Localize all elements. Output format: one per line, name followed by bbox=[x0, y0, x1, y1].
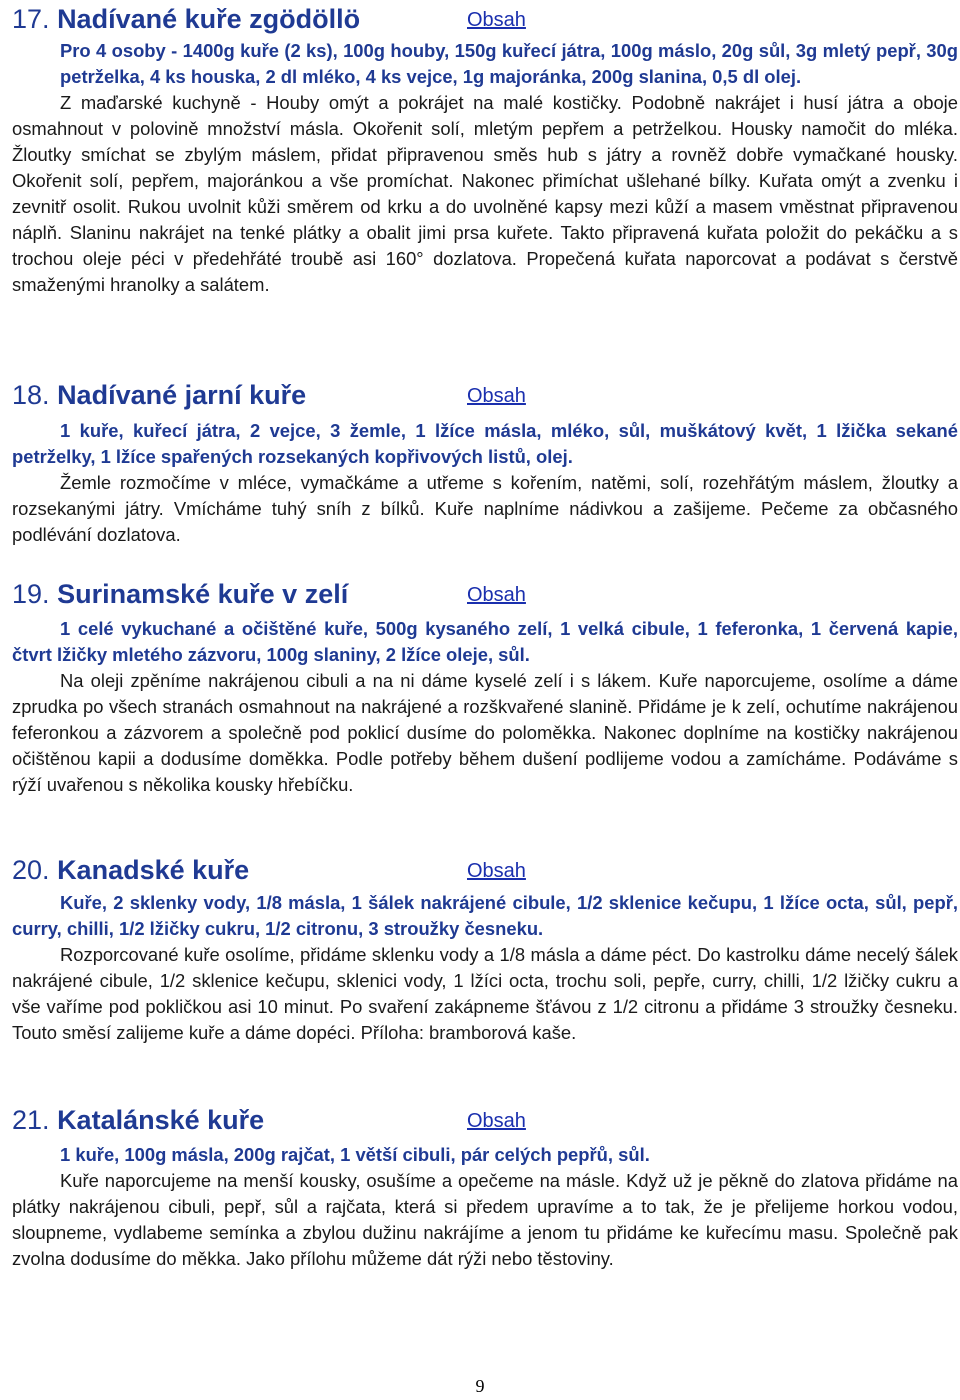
recipe-18 bbox=[12, 378, 958, 548]
recipe-number: 18. bbox=[12, 380, 50, 410]
recipe-name: Katalánské kuře bbox=[57, 1105, 265, 1135]
recipe-title bbox=[12, 577, 348, 611]
page-number: 9 bbox=[475, 1376, 485, 1396]
recipe-name: Surinamské kuře v zelí bbox=[57, 579, 349, 609]
recipe-title bbox=[12, 853, 249, 887]
recipe-method: Kuře naporcujeme na menší kousky, osušíme a opečeme na másle. Když už je pěkně do zlatova přidáme na plátky nakrájenou cibuli, pepř, sůl a rajčata, která si předem upravíme a to tak, že je přelijeme horkou vodou, sloupneme, vydlabeme semínka a zbylou dužinu nakrájíme a jenom tu přidáme ke kuřecímu masu. Společně pak zvolna dodusíme do měkka. Jako přílohu můžeme dát rýži nebo těstoviny. bbox=[12, 1170, 958, 1269]
recipe-title bbox=[12, 378, 306, 412]
recipe-19 bbox=[12, 577, 958, 798]
recipe-name: Nadívané jarní kuře bbox=[57, 380, 307, 410]
recipe-number: 21. bbox=[12, 1105, 50, 1135]
obsah-link[interactable]: Obsah bbox=[467, 9, 526, 31]
recipe-method: Žemle rozmočíme v mléce, vymačkáme a utřeme s kořením, natěmi, solí, rozehřátým máslem, žloutky a rozsekanými játry. Vmícháme tuhý sníh z bílků. Kuře naplníme nádivkou a zašijeme. Pečeme za občasného podlévání dozlatova. bbox=[12, 472, 958, 545]
recipe-header bbox=[12, 577, 958, 611]
recipe-ingredients: 1 kuře, kuřecí játra, 2 vejce, 3 žemle, 1 lžíce másla, mléko, sůl, muškátový květ, 1 lžička sekané petrželky, 1 lžíce spařených rozsekaných kopřivových listů, olej. bbox=[12, 420, 958, 467]
recipe-header bbox=[12, 853, 958, 887]
recipe-ingredients: 1 celé vykuchané a očištěné kuře, 500g kysaného zelí, 1 velká cibule, 1 feferonka, 1 červená kapie, čtvrt lžičky mletého zázvoru, 100g slaniny, 2 lžíce oleje, sůl. bbox=[12, 618, 958, 665]
recipe-method: Z maďarské kuchyně - Houby omýt a pokrájet na malé kostičky. Podobně nakrájet i husí játra a oboje osmahnout v polovině množství másla. Okořenit solí, mletým pepřem a petrželkou. Housky namočit do mléka. Žloutky smíchat se zbylým máslem, přidat připravenou směs hub s játry a rovněž dobře vymačkané housky. Okořenit solí, pepřem, majoránkou a vše promíchat. Nakonec přimíchat ušlehané bílky. Kuřata omýt a zvenku i zevnitř osolit. Rukou uvolnit kůži směrem od krku a do uvolněné kapsy mezi kůží a masem vměstnat připravenou náplň. Slaninu nakrájet na tenké plátky a obalit jimi prsa kuřete. Takto připravená kuřata položit do pekáčku a s trochou oleje péci v předehřáté troubě asi 160° dozlatova. Propečená kuřata naporcovat a podávat s čerstvě smaženými hranolky a salátem. bbox=[12, 92, 958, 295]
obsah-link[interactable]: Obsah bbox=[467, 584, 526, 606]
recipe-ingredients: 1 kuře, 100g másla, 200g rajčat, 1 větší cibuli, pár celých pepřů, sůl. bbox=[60, 1144, 650, 1165]
recipe-ingredients: Kuře, 2 sklenky vody, 1/8 másla, 1 šálek nakrájené cibule, 1/2 sklenice kečupu, 1 lžíce octa, sůl, pepř, curry, chilli, 1/2 lžičky cukru, 1/2 citronu, 3 stroužky česneku. bbox=[12, 892, 958, 939]
recipe-method: Na oleji zpěníme nakrájenou cibuli a na ni dáme kyselé zelí i s lákem. Kuře naporcujeme, osolíme a dáme zprudka po všech stranách osmahnout na nakrájené a rozškvařené slanině. Přidáme je k zelí, ochutíme nakrájenou feferonkou a zázvorem a společně pod poklicí dusíme do poloměkka. Nakonec doplníme na kostičky nakrájenou očištěnou kapii a dodusíme doměkka. Podle potřeby během dušení podlijeme vodou a zamícháme. Podáváme s rýží uvařenou s několika kousky hřebíčku. bbox=[12, 670, 958, 795]
recipe-header bbox=[12, 2, 958, 36]
recipe-ingredients: Pro 4 osoby - 1400g kuře (2 ks), 100g houby, 150g kuřecí játra, 100g máslo, 20g sůl, 3g mletý pepř, 30g petrželka, 4 ks houska, 2 dl mléko, 4 ks vejce, 1g majoránka, 200g slanina, 0,5 dl olej. bbox=[60, 40, 958, 87]
recipe-number: 20. bbox=[12, 855, 50, 885]
recipe-method: Rozporcované kuře osolíme, přidáme sklenku vody a 1/8 másla a dáme péct. Do kastrolku dáme necelý šálek nakrájené cibule, 1/2 sklenice kečupu, sklenici vody, 1 lžíci octa, trochu soli, pepře, curry, chilli, 1/2 lžičky cukru a vše vaříme pod pokličkou asi 10 minut. Po svaření zakápneme šťávou z 1/2 citronu a přidáme 3 stroužky česneku. Touto směsí zalijeme kuře a dáme dopéci. Příloha: bramborová kaše. bbox=[12, 944, 958, 1043]
obsah-link[interactable]: Obsah bbox=[467, 385, 526, 407]
recipe-20 bbox=[12, 853, 958, 1046]
recipe-title bbox=[12, 1103, 264, 1137]
recipe-name: Kanadské kuře bbox=[57, 855, 250, 885]
recipe-number: 19. bbox=[12, 579, 50, 609]
recipe-header bbox=[12, 378, 958, 412]
recipe-title bbox=[12, 2, 360, 36]
recipe-name: Nadívané kuře zgödöllö bbox=[57, 4, 361, 34]
recipe-header bbox=[12, 1103, 958, 1137]
obsah-link[interactable]: Obsah bbox=[467, 1110, 526, 1132]
recipe-21 bbox=[12, 1103, 958, 1272]
obsah-link[interactable]: Obsah bbox=[467, 860, 526, 882]
recipe-number: 17. bbox=[12, 4, 50, 34]
recipe-17 bbox=[12, 2, 958, 298]
